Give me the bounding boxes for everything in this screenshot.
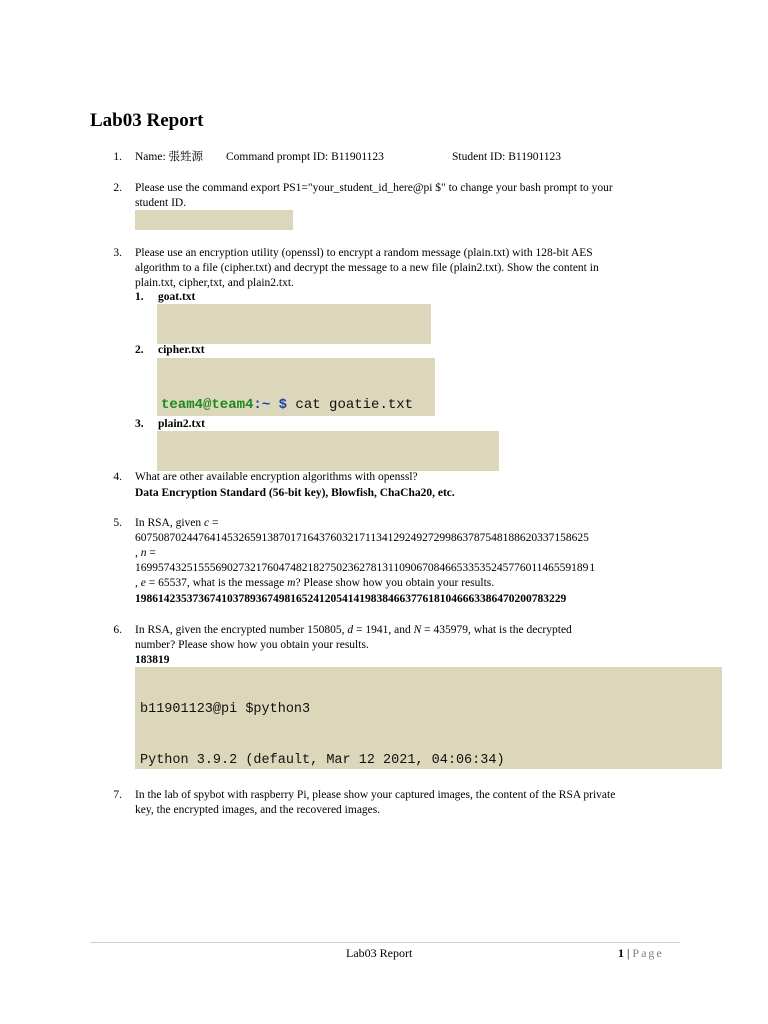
terminal-screenshot xyxy=(135,667,722,769)
question-text: In RSA, given c = xyxy=(135,517,219,529)
student-id: Student ID: B11901123 xyxy=(452,151,562,163)
footer-title: Lab03 Report xyxy=(346,946,413,960)
terminal-line: b11901123@pi $python3 xyxy=(140,702,311,717)
page-word: Page xyxy=(632,946,664,960)
terminal-screenshot xyxy=(157,304,431,344)
sub-label: plain2.txt xyxy=(158,418,205,430)
page-number: 1 xyxy=(618,946,624,960)
item-number: 5. xyxy=(113,517,122,529)
shell-path: :~ $ xyxy=(253,397,288,413)
question-text: number? Please show how you obtain your results. xyxy=(135,639,369,651)
question-text: key, the encrypted images, and the recovered images. xyxy=(135,804,381,816)
question-text: In RSA, given the encrypted number 150805, d = 1941, and N = 435979, what is the decrypted xyxy=(135,624,572,636)
shell-prompt: team4@team4 xyxy=(161,397,254,413)
ciphertext-value: 6075087024476414532659138701716437603217113412924927299863787548188620337158625 xyxy=(135,532,589,544)
page-indicator xyxy=(618,946,664,961)
terminal-line xyxy=(161,396,435,415)
question-text: What are other available encryption algorithms with openssl? xyxy=(135,471,418,483)
terminal-screenshot xyxy=(157,431,499,471)
command-prompt-id: Command prompt ID: B11901123 xyxy=(226,151,384,163)
sub-label: goat.txt xyxy=(158,291,196,303)
item-number: 4. xyxy=(113,471,122,483)
terminal-screenshot xyxy=(157,358,435,416)
item-number: 1. xyxy=(113,151,122,163)
name-field: Name: 張甡源 xyxy=(135,151,204,163)
question-text: Please use the command export PS1="your_student_id_here@pi $" to change your bash prompt to your xyxy=(135,182,613,194)
question-text: Please use an encryption utility (openssl) to encrypt a random message (plain.txt) with 128-bit AES xyxy=(135,247,593,259)
page-separator: | xyxy=(624,946,633,960)
question-text: student ID. xyxy=(135,197,187,209)
page-title: Lab03 Report xyxy=(90,110,204,131)
item-number: 3. xyxy=(113,247,122,259)
sub-number: 1. xyxy=(135,291,144,303)
answer-text: 183819 xyxy=(135,654,170,666)
question-text: In the lab of spybot with raspberry Pi, please show your captured images, the content of the RSA private xyxy=(135,789,616,801)
question-text: algorithm to a file (cipher.txt) and decrypt the message to a new file (plain2.txt). Show the content in xyxy=(135,262,599,274)
answer-text: Data Encryption Standard (56-bit key), Blowfish, ChaCha20, etc. xyxy=(135,487,455,499)
terminal-screenshot xyxy=(135,210,293,230)
question-text: , e = 65537, what is the message m? Please show how you obtain your results. xyxy=(135,577,495,589)
shell-command: cat goatie.txt xyxy=(287,397,414,413)
sub-number: 2. xyxy=(135,344,144,356)
sub-label: cipher.txt xyxy=(158,344,205,356)
sub-number: 3. xyxy=(135,418,144,430)
terminal-line: Python 3.9.2 (default, Mar 12 2021, 04:06:34) xyxy=(140,753,505,768)
footer-divider xyxy=(90,942,680,943)
question-text: plain.txt, cipher,txt, and plain2.txt. xyxy=(135,277,294,289)
item-number: 6. xyxy=(113,624,122,636)
item-number: 2. xyxy=(113,182,122,194)
item-number: 7. xyxy=(113,789,122,801)
answer-text: 198614235373674103789367498165241205414198384663776181046663386470200783229 xyxy=(135,593,567,605)
question-text: , n = xyxy=(135,547,156,559)
modulus-value: 1699574325155569027321760474821827502362781311090670846653353524577601146559189 1 xyxy=(135,562,596,574)
